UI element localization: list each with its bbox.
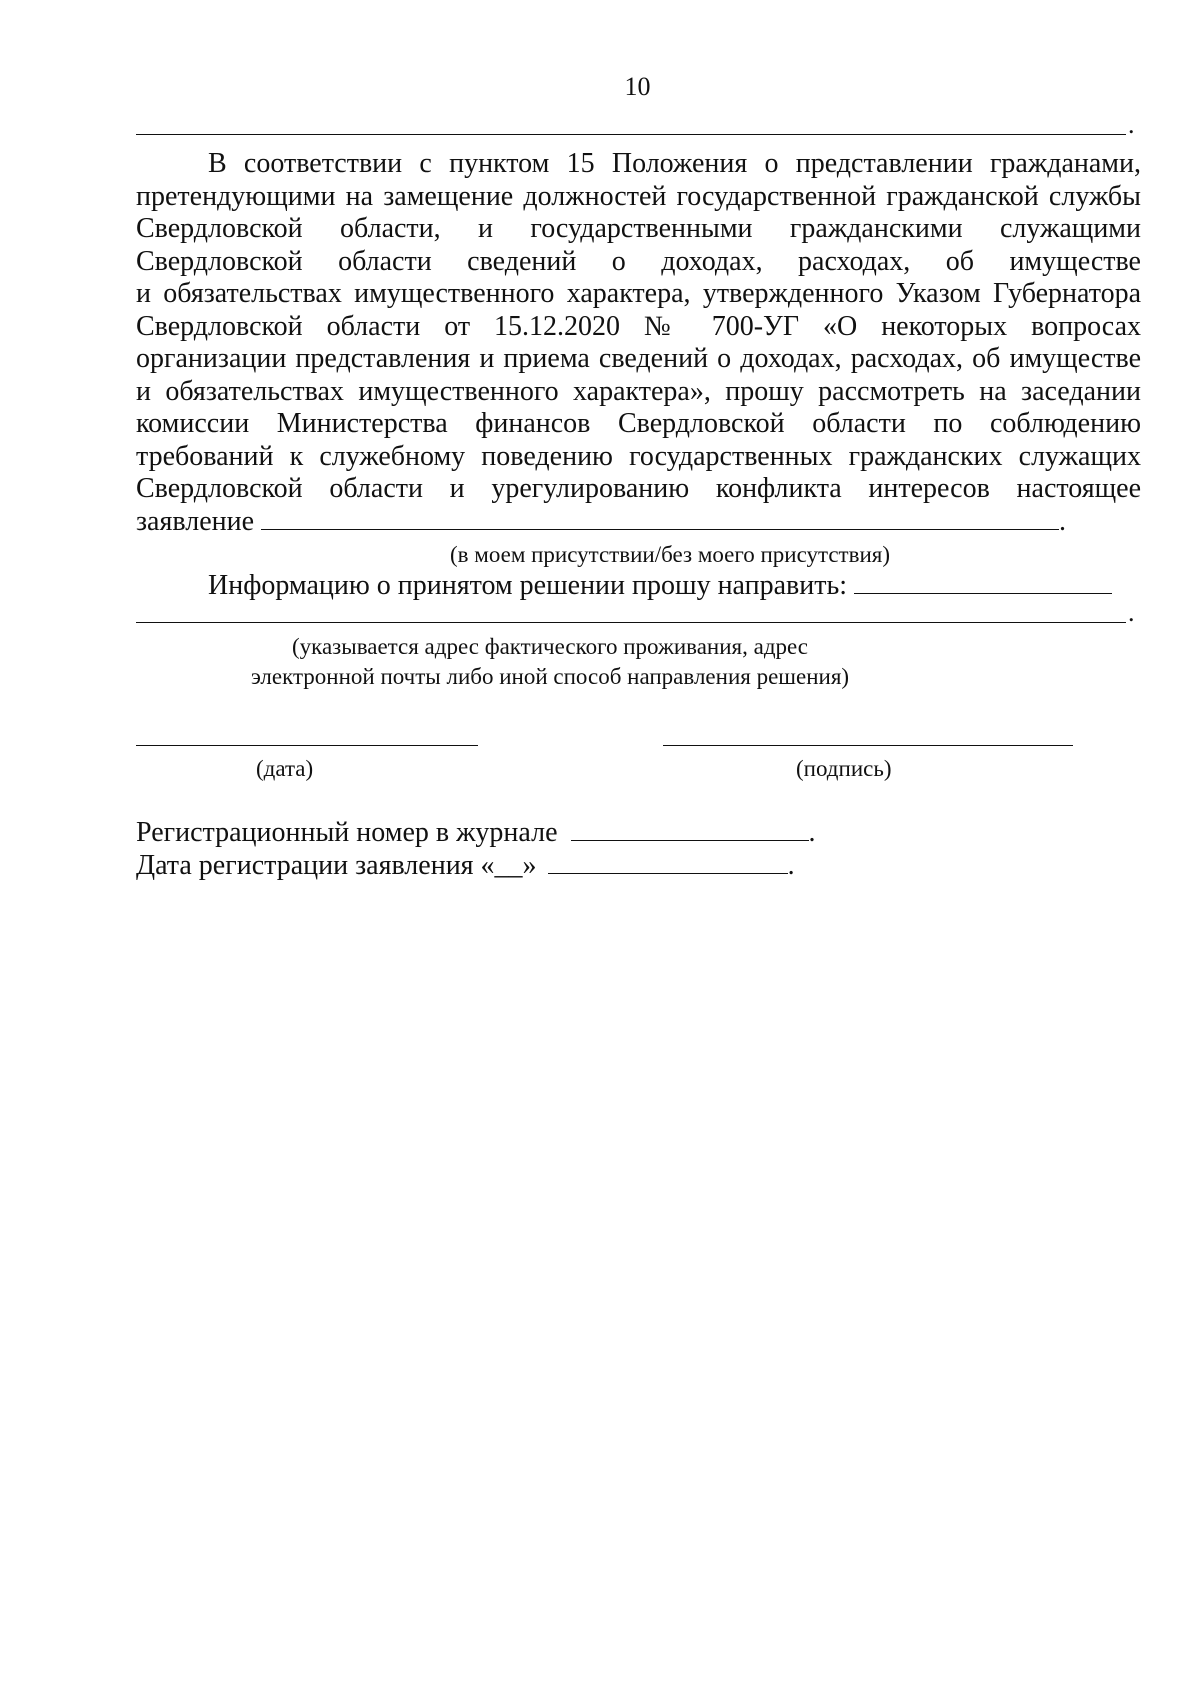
body-line: Свердловской области от 15.12.2020 № 700-УГ «О некоторых вопросах <box>136 310 1141 342</box>
registration-date-blank[interactable] <box>548 851 788 874</box>
body-line: требований к служебному поведению государственных гражданских служащих <box>136 440 1141 472</box>
presence-period: . <box>1059 505 1067 537</box>
body-line: Свердловской области и урегулированию конфликта интересов настоящее <box>136 473 1141 504</box>
top-line-period: . <box>1128 110 1135 139</box>
address-line-period: . <box>1128 598 1135 627</box>
body-line: организации представления и приема сведений о доходах, расходах, об имуществе <box>136 343 1141 374</box>
signature-line[interactable] <box>663 745 1073 746</box>
body-line: комиссии Министерства финансов Свердловской области по соблюдению <box>136 408 1141 439</box>
presence-caption: (в моем присутствии/без моего присутствия) <box>450 542 890 567</box>
address-caption-line2: электронной почты либо иной способ направления решения) <box>250 664 850 689</box>
info-blank[interactable] <box>854 571 1112 594</box>
address-caption-line1: (указывается адрес фактического проживания, адрес <box>291 634 809 659</box>
statement-body <box>136 148 1141 538</box>
signature-caption: (подпись) <box>796 756 892 781</box>
body-line: Свердловской области, и государственными гражданскими служащими <box>136 213 1141 244</box>
statement-last-line <box>136 506 1141 539</box>
info-label: Информацию о принятом решении прошу направить: <box>208 570 848 601</box>
presence-blank[interactable] <box>261 507 1059 530</box>
body-line: В соответствии с пунктом 15 Положения о представлении гражданами, <box>208 148 1141 179</box>
date-caption: (дата) <box>256 756 314 781</box>
info-line <box>208 570 1112 602</box>
registration-date-label: Дата регистрации заявления «__» <box>136 850 537 881</box>
top-blank-line <box>136 134 1126 135</box>
registration-number-label: Регистрационный номер в журнале <box>136 817 558 848</box>
statement-word: заявление <box>136 505 255 537</box>
body-line: и обязательствах имущественного характера», прошу рассмотреть на заседании <box>136 375 1141 407</box>
body-line: претендующими на замещение должностей государственной гражданской службы <box>136 180 1141 212</box>
body-line: Свердловской области сведений о доходах, расходах, об имуществе <box>136 245 1141 277</box>
body-line: и обязательствах имущественного характера, утвержденного Указом Губернатора <box>136 278 1141 309</box>
registration-date-period: . <box>787 850 795 881</box>
page-number: 10 <box>624 72 651 101</box>
registration-number-period: . <box>808 817 816 848</box>
registration-number-line <box>136 817 816 849</box>
address-blank-line[interactable] <box>136 622 1126 623</box>
date-signature-line[interactable] <box>136 745 478 746</box>
registration-date-line <box>136 850 795 882</box>
registration-number-blank[interactable] <box>571 818 809 841</box>
